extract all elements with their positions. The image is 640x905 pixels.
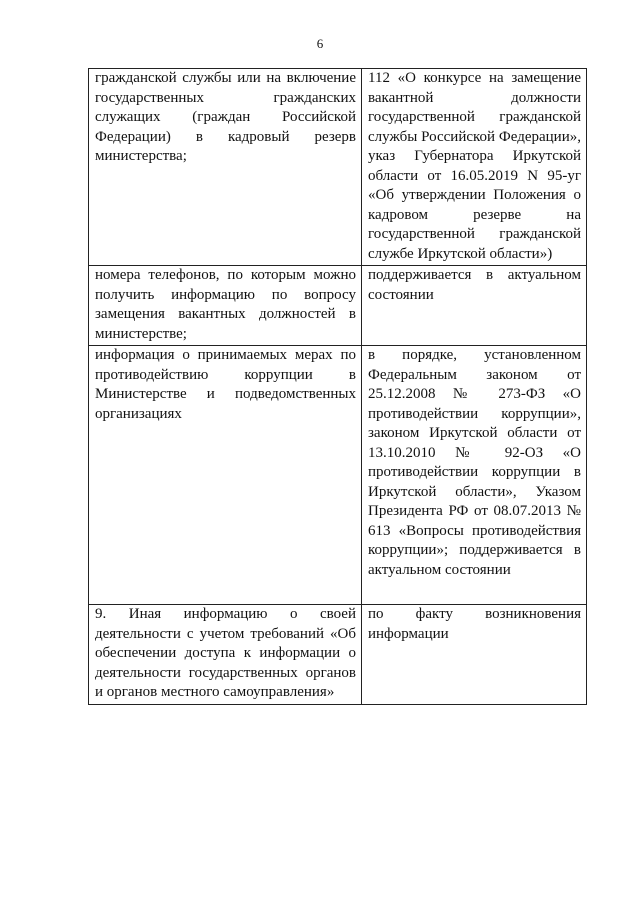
table-cell-procedure (362, 605, 587, 705)
table-row (89, 69, 587, 266)
table-cell-procedure (362, 69, 587, 266)
table-row (89, 266, 587, 346)
document-table (88, 68, 587, 705)
table-row (89, 605, 587, 705)
cell-text: гражданской службы или на включение государственных гражданских служащих (граждан Российской Федерации) в кадровый резерв министерства; (95, 70, 356, 164)
cell-text: 112 «О конкурсе на замещение вакантной должности государственной гражданской службы Российской Федерации», указ Губернатора Иркутской области от 16.05.2019 N 95-уг «Об утверждении Положения о кадровом резерве на государственной гражданской службе Иркутской области») (368, 70, 581, 262)
cell-text: номера телефонов, по которым можно получить информацию по вопросу замещения вакантных должностей в министерстве; (95, 267, 356, 342)
cell-text: поддерживается в актуальном состоянии (368, 267, 581, 303)
table-cell-info-type (89, 69, 362, 266)
cell-text: по факту возникновения информации (368, 606, 581, 642)
table-cell-info-type (89, 346, 362, 605)
table-cell-procedure (362, 266, 587, 346)
cell-text: информация о принимаемых мерах по противодействию коррупции в Министерстве и подведомственных организациях (95, 347, 356, 422)
cell-text: в порядке, установленном Федеральным законом от 25.12.2008 № 273-ФЗ «О противодействии коррупции», законом Иркутской области от 13.10.2010 № 92-ОЗ «О противодействии коррупции в Иркутской области», Указом Президента РФ от 08.07.2013 № 613 «Вопросы противодействия коррупции»; поддерживается в актуальном состоянии (368, 347, 581, 578)
table-row (89, 346, 587, 605)
table-cell-info-type (89, 605, 362, 705)
cell-text: 9. Иная информацию о своей деятельности с учетом требований «Об обеспечении доступа к информации о деятельности государственных органов и органов местного самоуправления» (95, 606, 356, 700)
table-cell-info-type (89, 266, 362, 346)
table-cell-procedure (362, 346, 587, 605)
page-number: 6 (316, 36, 324, 51)
